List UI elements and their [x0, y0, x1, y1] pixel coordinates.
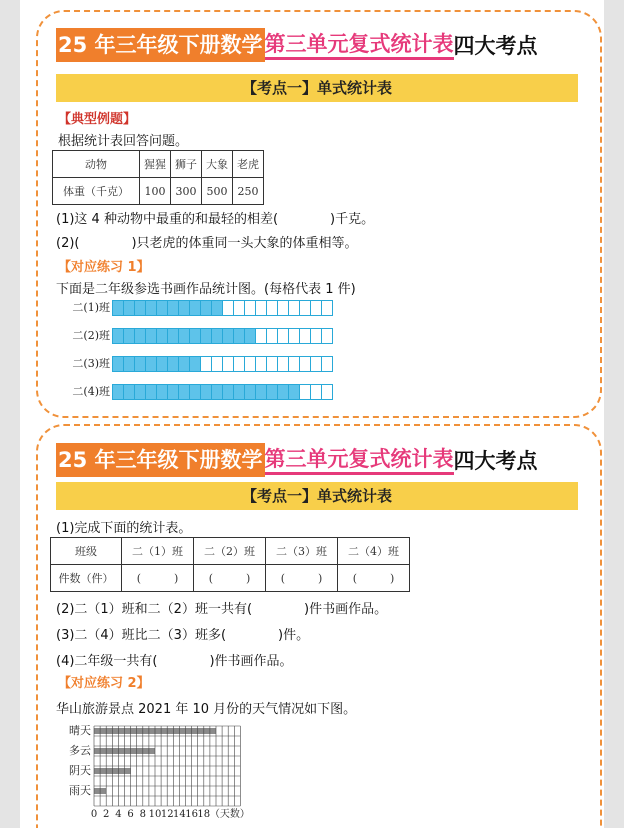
bar-cell-filled — [179, 356, 190, 372]
bar-cell-filled — [212, 384, 223, 400]
bar-cell-filled — [135, 356, 146, 372]
title-part-unit: 第三单元复式统计表 — [265, 31, 454, 60]
bar-cell-empty — [300, 328, 311, 344]
bar-cell-filled — [168, 328, 179, 344]
bar-cell-filled — [146, 356, 157, 372]
tick-label: 10 — [148, 809, 162, 820]
bar-cell-filled — [190, 384, 201, 400]
table-blank-cell: ( ) — [266, 565, 338, 592]
bar-cell-filled — [124, 384, 135, 400]
title-part-grade: 25 年三年级下册数学 — [56, 28, 265, 62]
question-complete-table: (1)完成下面的统计表。 — [56, 521, 192, 536]
question-3: (3)二（4）班比二（3）班多( )件。 — [56, 628, 310, 643]
bar-label: 二(2)班 — [72, 329, 110, 342]
bar-cell-empty — [267, 356, 278, 372]
question-2: (2)( )只老虎的体重同一头大象的体重相等。 — [56, 236, 358, 251]
bar-cell-filled — [201, 328, 212, 344]
table-blank-cell: ( ) — [338, 565, 410, 592]
weather-label: 多云 — [69, 744, 91, 757]
bar-cell-filled — [157, 356, 168, 372]
bar-cells — [112, 384, 333, 400]
bar-cell-empty — [234, 356, 245, 372]
practice-2-heading: 【对应练习 2】 — [58, 676, 150, 691]
bar-cell-filled — [135, 300, 146, 316]
table-header: 动物 — [53, 151, 140, 178]
bar-cell-filled — [234, 328, 245, 344]
table-header: 老虎 — [233, 151, 264, 178]
class-count-table — [50, 537, 410, 592]
bar-cell-filled — [135, 384, 146, 400]
bar-cell-empty — [278, 300, 289, 316]
bar-cell-empty — [256, 300, 267, 316]
bar-cell-filled — [124, 328, 135, 344]
tick-label: 18 — [197, 809, 211, 820]
bar-cells — [112, 328, 333, 344]
practice-1-heading: 【对应练习 1】 — [58, 260, 150, 275]
bar-cell-empty — [201, 356, 212, 372]
bar-cell-filled — [157, 328, 168, 344]
tick-label: 16 — [185, 809, 198, 820]
bar-cell-empty — [234, 300, 245, 316]
table-header: 二（4）班 — [338, 538, 410, 565]
page-title — [56, 28, 538, 62]
table-header: 二（1）班 — [122, 538, 194, 565]
bar-label: 二(4)班 — [72, 385, 110, 398]
bar-cell-empty — [311, 300, 322, 316]
bar-cell-filled — [190, 300, 201, 316]
bar-cell-filled — [113, 384, 124, 400]
bar-cell-filled — [190, 356, 201, 372]
table-row-label: 件数（件） — [51, 565, 122, 592]
bar-cells — [112, 300, 333, 316]
bar-cell-filled — [113, 356, 124, 372]
bar-cell-empty — [256, 356, 267, 372]
bar-cell-filled — [179, 300, 190, 316]
tick-label: 2 — [103, 809, 110, 820]
animal-weight-table — [52, 150, 264, 205]
question-1: (1)这 4 种动物中最重的和最轻的相差( )千克。 — [56, 212, 375, 227]
bar-cell-filled — [135, 328, 146, 344]
bar-cell-filled — [289, 384, 300, 400]
practice-1-intro: 下面是二年级参选书画作品统计图。(每格代表 1 件) — [56, 282, 356, 297]
bar-cell-filled — [245, 328, 256, 344]
bar-cell-filled — [146, 300, 157, 316]
example-heading: 【典型例题】 — [58, 112, 137, 127]
bar-cell-filled — [223, 384, 234, 400]
bar-cell-empty — [278, 356, 289, 372]
bar-cell-filled — [179, 384, 190, 400]
bar-cell-filled — [124, 300, 135, 316]
bar-cell-filled — [201, 300, 212, 316]
tick-label: 4 — [115, 809, 122, 820]
table-cell: 300 — [171, 178, 202, 205]
bar-cell-filled — [146, 384, 157, 400]
tick-label: 14 — [173, 809, 186, 820]
bar-cell-empty — [278, 328, 289, 344]
title-part-points: 四大考点 — [453, 34, 538, 58]
bar-cell-empty — [256, 328, 267, 344]
section-banner: 【考点一】单式统计表 — [56, 482, 578, 510]
tick-label: 0 — [90, 809, 98, 820]
bar-cell-empty — [289, 300, 300, 316]
bar-cell-empty — [311, 384, 322, 400]
bar-cell-filled — [234, 384, 245, 400]
bar-cell-empty — [289, 328, 300, 344]
bar-cell-empty — [267, 328, 278, 344]
bar-cell-empty — [322, 356, 333, 372]
bar-cell-filled — [168, 300, 179, 316]
bar-cell-empty — [322, 384, 333, 400]
bar-label: 二(3)班 — [72, 357, 110, 370]
section-banner: 【考点一】单式统计表 — [56, 74, 578, 102]
page-title-repeat — [56, 443, 538, 477]
bar-cell-filled — [256, 384, 267, 400]
title-part-grade: 25 年三年级下册数学 — [56, 443, 265, 477]
table-blank-cell: ( ) — [122, 565, 194, 592]
bar-cell-filled — [267, 384, 278, 400]
bar-cell-empty — [245, 300, 256, 316]
bar-cell-empty — [223, 356, 234, 372]
bar-cells — [112, 356, 333, 372]
bar-cell-filled — [146, 328, 157, 344]
weather-label: 阴天 — [69, 764, 91, 777]
bar-cell-filled — [212, 328, 223, 344]
axis-unit: （天数） — [209, 809, 250, 820]
bar-cell-empty — [245, 356, 256, 372]
bar-cell-filled — [124, 356, 135, 372]
bar-cell-empty — [289, 356, 300, 372]
weather-label: 雨天 — [69, 784, 91, 797]
title-part-points: 四大考点 — [453, 449, 538, 473]
bar-cell-filled — [113, 300, 124, 316]
tick-label: 12 — [160, 809, 174, 820]
practice-2-intro: 华山旅游景点 2021 年 10 月份的天气情况如下图。 — [56, 702, 357, 717]
bar-cell-empty — [300, 300, 311, 316]
table-header: 狮子 — [171, 151, 202, 178]
bar-cell-filled — [212, 300, 223, 316]
bar-cell-empty — [322, 300, 333, 316]
bar-cell-filled — [245, 384, 256, 400]
table-header: 二（3）班 — [266, 538, 338, 565]
bar-cell-filled — [157, 300, 168, 316]
table-cell: 500 — [202, 178, 233, 205]
tick-label: 6 — [127, 809, 134, 820]
bar-cell-filled — [278, 384, 289, 400]
bar-cell-empty — [322, 328, 333, 344]
table-cell: 100 — [140, 178, 171, 205]
table-header: 猩猩 — [140, 151, 171, 178]
title-part-unit: 第三单元复式统计表 — [265, 446, 454, 475]
bar-cell-empty — [311, 356, 322, 372]
table-cell: 250 — [233, 178, 264, 205]
bar-cell-filled — [157, 384, 168, 400]
table-header: 班级 — [51, 538, 122, 565]
bar-cell-filled — [179, 328, 190, 344]
bar-cell-filled — [223, 328, 234, 344]
bar-cell-filled — [190, 328, 201, 344]
worksheet-page — [20, 0, 604, 828]
bar-label: 二(1)班 — [72, 301, 110, 314]
weather-label: 晴天 — [69, 724, 91, 737]
question-4: (4)二年级一共有( )件书画作品。 — [56, 654, 293, 669]
bar-cell-empty — [300, 384, 311, 400]
bar-cell-empty — [311, 328, 322, 344]
bar-cell-empty — [300, 356, 311, 372]
bar-cell-filled — [168, 356, 179, 372]
bar-cell-filled — [113, 328, 124, 344]
bar-cell-filled — [168, 384, 179, 400]
table-header: 大象 — [202, 151, 233, 178]
weather-bar-chart — [60, 722, 300, 822]
bar-cell-empty — [212, 356, 223, 372]
intro-text: 根据统计表回答问题。 — [58, 134, 189, 149]
tick-label: 8 — [139, 809, 146, 820]
bar-cell-empty — [223, 300, 234, 316]
bar-cell-empty — [267, 300, 278, 316]
table-blank-cell: ( ) — [194, 565, 266, 592]
bar-cell-filled — [201, 384, 212, 400]
table-header: 二（2）班 — [194, 538, 266, 565]
table-row-label: 体重（千克） — [53, 178, 140, 205]
question-2: (2)二（1）班和二（2）班一共有( )件书画作品。 — [56, 602, 388, 617]
